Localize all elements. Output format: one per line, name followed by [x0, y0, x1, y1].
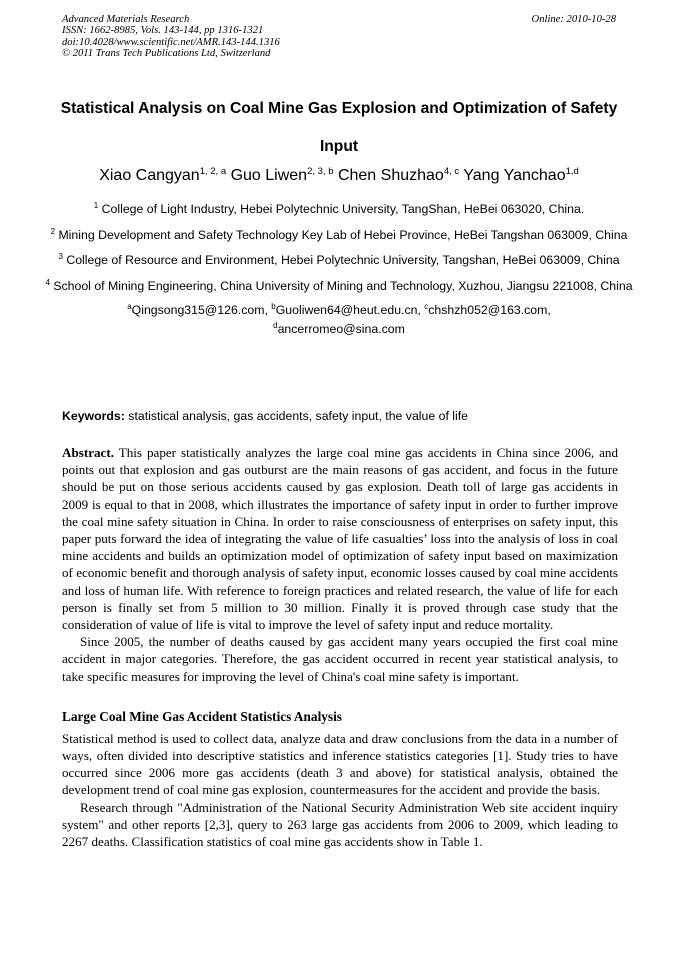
affiliation-number: 2 — [50, 226, 56, 236]
affiliation — [40, 277, 638, 296]
abstract-label: Abstract. — [62, 445, 114, 460]
affiliation-list — [40, 200, 638, 338]
author-superscript: 1, 2, a — [199, 166, 227, 177]
affiliation-text: School of Mining Engineering, China University of Mining and Technology, Xuzhou, Jiangsu 221008, China — [53, 278, 633, 293]
body-paragraph: Research through "Administration of the National Security Administration Web site accident inquiry system" and other reports [2,3], query to 263 large gas accidents from 2006 to 2009, which leading to 2267 deaths. Classification statistics of coal mine gas accidents show in Table 1. — [62, 799, 618, 850]
email-address[interactable]: chshzh052@163.com, — [428, 303, 551, 317]
affiliation-number: 4 — [45, 277, 50, 287]
email-address[interactable]: Qingsong315@126.com, — [131, 303, 272, 317]
affiliation — [40, 251, 638, 270]
author-name: Guo Liwen — [230, 167, 308, 184]
author-name: Xiao Cangyan — [99, 167, 200, 184]
email-list — [40, 301, 638, 338]
author-superscript: 4, c — [443, 166, 460, 177]
email-superscript: c — [424, 302, 429, 311]
affiliation-text: College of Light Industry, Hebei Polytechnic University, TangShan, HeBei 063020, China. — [101, 202, 585, 216]
keywords-label: Keywords: — [62, 409, 125, 423]
keywords — [62, 408, 618, 425]
affiliation — [40, 200, 638, 219]
affiliation-text: College of Resource and Environment, Hebei Polytechnic University, Tangshan, HeBei 063009, China — [66, 253, 620, 267]
paper-body — [62, 444, 618, 850]
keywords-text: statistical analysis, gas accidents, safety input, the value of life — [124, 409, 468, 423]
copyright-line: © 2011 Trans Tech Publications Ltd, Switzerland — [62, 47, 271, 59]
email-address[interactable]: ancerromeo@sina.com — [277, 321, 405, 336]
body-paragraph: Statistical method is used to collect data, analyze data and draw conclusions from the data in a number of ways, often divided into descriptive statistics and inference statistics categories [1]. Study tries to have occurred since 2006 more gas accidents (death 3 and above) for statistical analysis, obtained the development trend of coal mine gas explosion, countermeasures for the accident and provide the basis. — [62, 730, 618, 798]
affiliation-number: 3 — [58, 252, 63, 261]
author-superscript: 1,d — [565, 166, 579, 177]
journal-header — [62, 14, 616, 59]
online-date: Online: 2010-10-28 — [531, 14, 616, 25]
doi-line: doi:10.4028/www.scientific.net/AMR.143-144.1316 — [62, 36, 280, 48]
author-name: Chen Shuzhao — [337, 167, 444, 184]
affiliation-text: Mining Development and Safety Technology Key Lab of Hebei Province, HeBei Tangshan 063009, China — [58, 227, 628, 242]
email-superscript: a — [127, 302, 132, 311]
email-superscript: b — [271, 302, 276, 311]
abstract-text: This paper statistically analyzes the large coal mine gas accidents in China since 2006, and points out that explosion and gas outburst are the main reasons of gas accident, and focus in the future should be put on those serious accidents caused by gas explosion. Death toll of large gas accidents in 2009 is equal to that in 2008, which illustrates the importance of safety input in order to further improve the coal mine safety situation in China. In order to raise consciousness of enterprises on safety input, this paper puts forward the idea of integrating the value of life casualties’ loss into the analysis of loss in coal mine accidents and builds an optimization model of optimization of safety input based on maximization of economic benefit and thorough analysis of safety input, economic losses caused by coal mine accidents and loss of human life. With reference to foreign practices and related research, the value of life for each person is finally set from 5 million to 30 million. Finally it is proved through case study that the consideration of value of life is vital to improve the level of safety input and reduce mortality. — [62, 445, 618, 633]
email-address[interactable]: Guoliwen64@heut.edu.cn, — [275, 303, 425, 317]
author-superscript: 2, 3, b — [307, 166, 334, 177]
section-heading: Large Coal Mine Gas Accident Statistics Analysis — [62, 708, 342, 724]
abstract-paragraph — [62, 444, 618, 633]
paper-title: Statistical Analysis on Coal Mine Gas Explosion and Optimization of Safety Input — [60, 100, 618, 155]
affiliation-number: 1 — [93, 201, 99, 210]
author-list — [40, 165, 638, 187]
affiliation — [40, 226, 638, 245]
issn-line: ISSN: 1662-8985, Vols. 143-144, pp 1316-1321 — [62, 25, 264, 37]
intro-paragraph: Since 2005, the number of deaths caused by gas accident many years occupied the first coal mine accident in major categories. Therefore, the gas accident occurred in recent year statistical analysis, to take specific measures for improving the level of China's coal mine safety is important. — [62, 634, 618, 684]
email-superscript: d — [273, 320, 278, 330]
journal-name: Advanced Materials Research — [62, 14, 190, 25]
author-name: Yang Yanchao — [463, 167, 566, 184]
